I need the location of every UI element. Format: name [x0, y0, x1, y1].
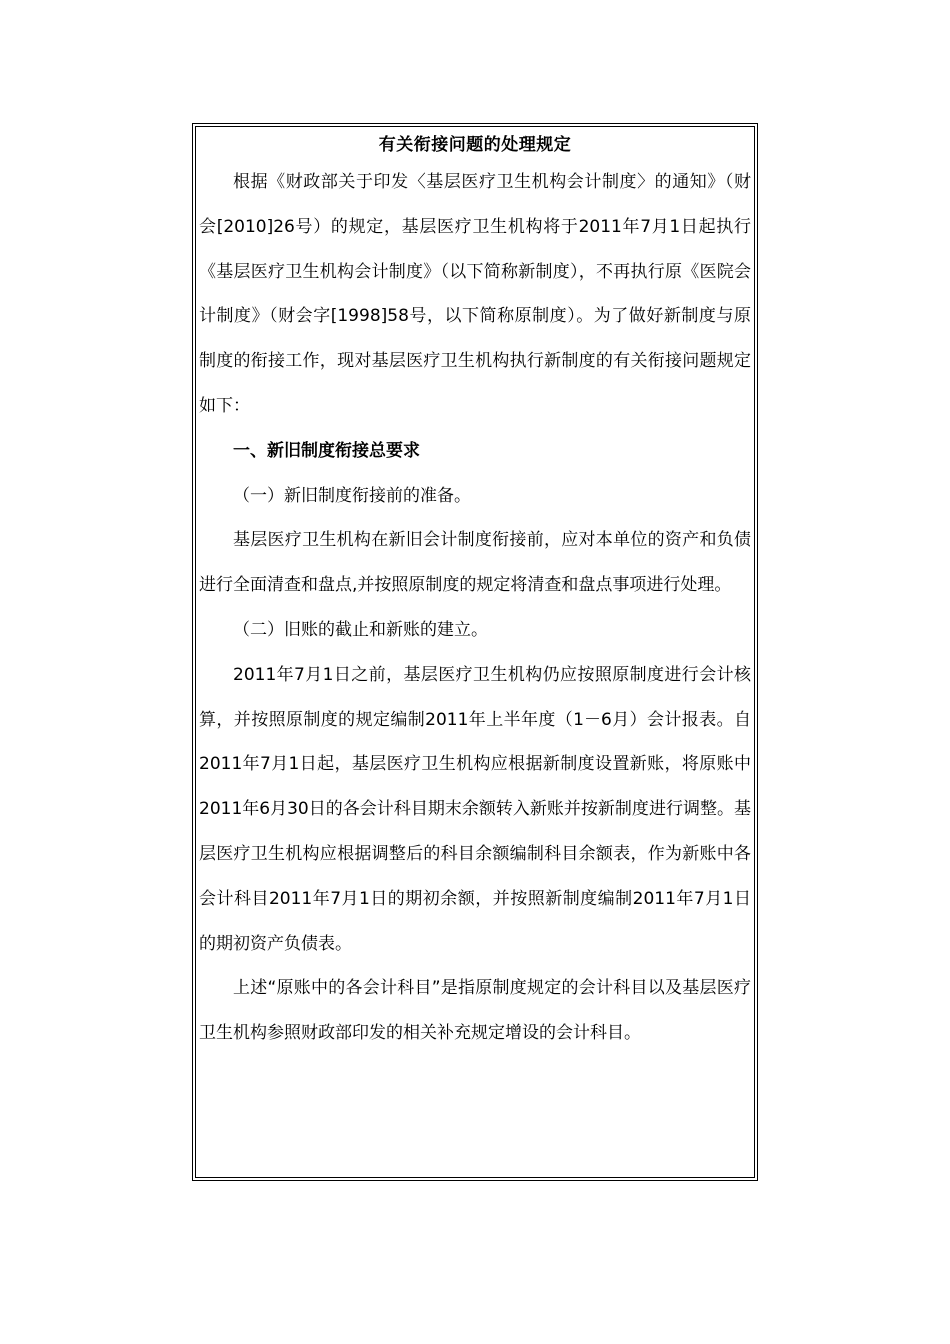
document-body	[195, 126, 755, 1178]
section-heading-1: 一、新旧制度衔接总要求	[233, 440, 420, 461]
document-frame	[192, 123, 758, 1181]
document-title: 有关衔接问题的处理规定	[378, 135, 572, 155]
intro-paragraph: 根据《财政部关于印发〈基层医疗卫生机构会计制度〉的通知》（财会[2010]26号）的规定，基层医疗卫生机构将于2011年7月1日起执行《基层医疗卫生机构会计制度》（以下简称新制度），不再执行原《医院会计制度》（财会字[1998]58号，以下简称原制度）。为了做好新制度与原制度的衔接工作，现对基层医疗卫生机构执行新制度的有关衔接问题规定如下：	[199, 172, 751, 416]
paragraph-ledger-transition: 2011年7月1日之前，基层医疗卫生机构仍应按照原制度进行会计核算，并按照原制度的规定编制2011年上半年度（1－6月）会计报表。自2011年7月1日起，基层医疗卫生机构应根据新制度设置新账，将原账中2011年6月30日的各会计科目期末余额转入新账并按新制度进行调整。基层医疗卫生机构应根据调整后的科目余额编制科目余额表，作为新账中各会计科目2011年7月1日的期初余额，并按照新制度编制2011年7月1日的期初资产负债表。	[199, 664, 751, 954]
paragraph-account-definition: 上述“原账中的各会计科目”是指原制度规定的会计科目以及基层医疗卫生机构参照财政部印发的相关补充规定增设的会计科目。	[199, 978, 751, 1044]
subsection-heading-1: （一）新旧制度衔接前的准备。	[233, 485, 471, 506]
paragraph-preparation: 基层医疗卫生机构在新旧会计制度衔接前，应对本单位的资产和负债进行全面清查和盘点,并按照原制度的规定将清查和盘点事项进行处理。	[199, 530, 751, 596]
subsection-heading-2: （二）旧账的截止和新账的建立。	[233, 619, 488, 640]
